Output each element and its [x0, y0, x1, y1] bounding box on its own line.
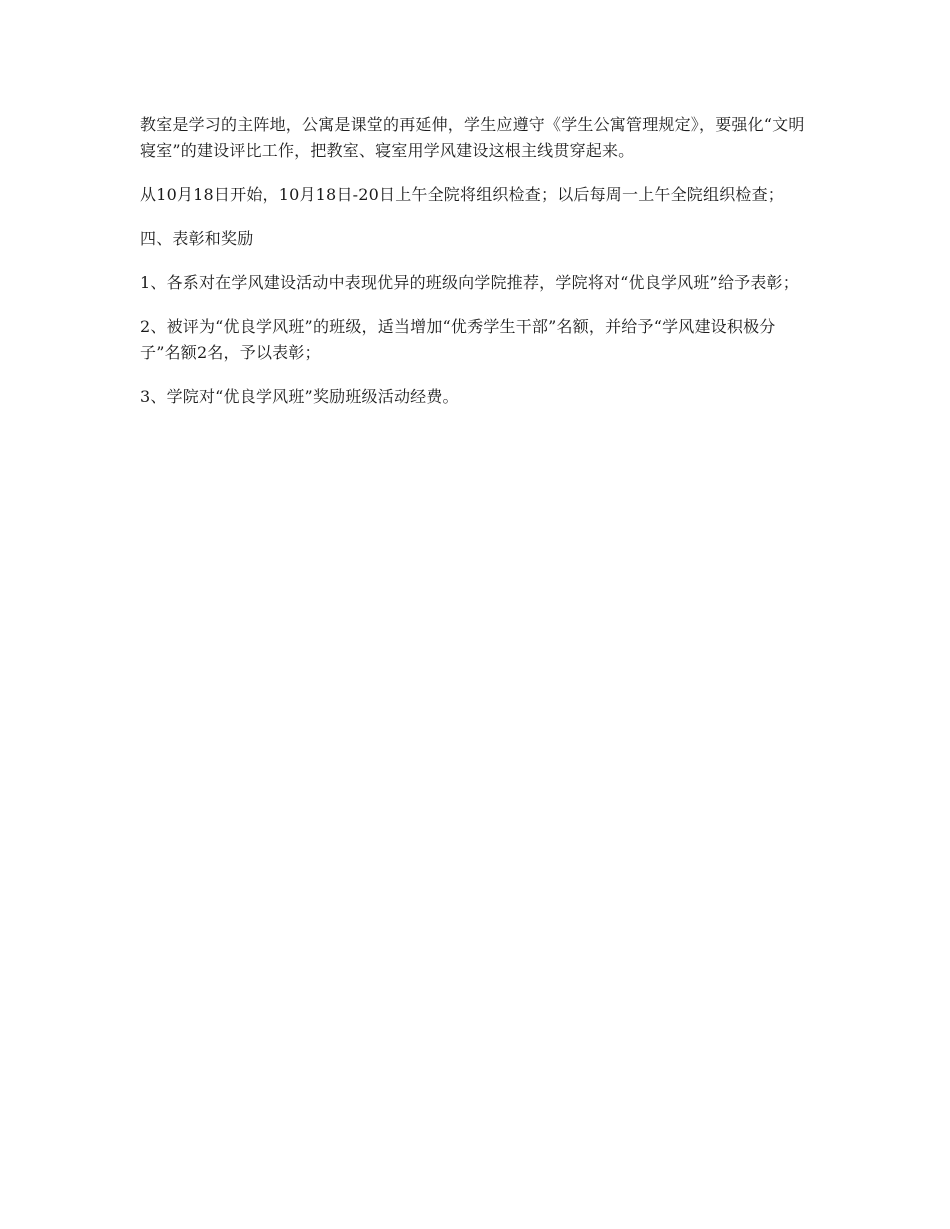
list-item-award-3: 3、学院对“优良学风班”奖励班级活动经费。	[140, 387, 459, 406]
section-heading-awards: 四、表彰和奖励	[140, 229, 254, 248]
list-item-award-1: 1、各系对在学风建设活动中表现优异的班级向学院推荐，学院将对“优良学风班”给予表彰；	[140, 273, 799, 292]
paragraph-inspection-schedule: 从10月18日开始，10月18日-20日上午全院将组织检查；以后每周一上午全院组织检查；	[140, 185, 785, 204]
list-item-award-2: 2、被评为“优良学风班”的班级，适当增加“优秀学生干部”名额，并给予“学风建设积极分子”名额2名，予以表彰；	[140, 317, 776, 362]
paragraph-dormitory-rules: 教室是学习的主阵地，公寓是课堂的再延伸，学生应遵守《学生公寓管理规定》，要强化“文明寝室”的建设评比工作，把教室、寝室用学风建设这根主线贯穿起来。	[140, 115, 805, 160]
document-body	[140, 112, 808, 428]
